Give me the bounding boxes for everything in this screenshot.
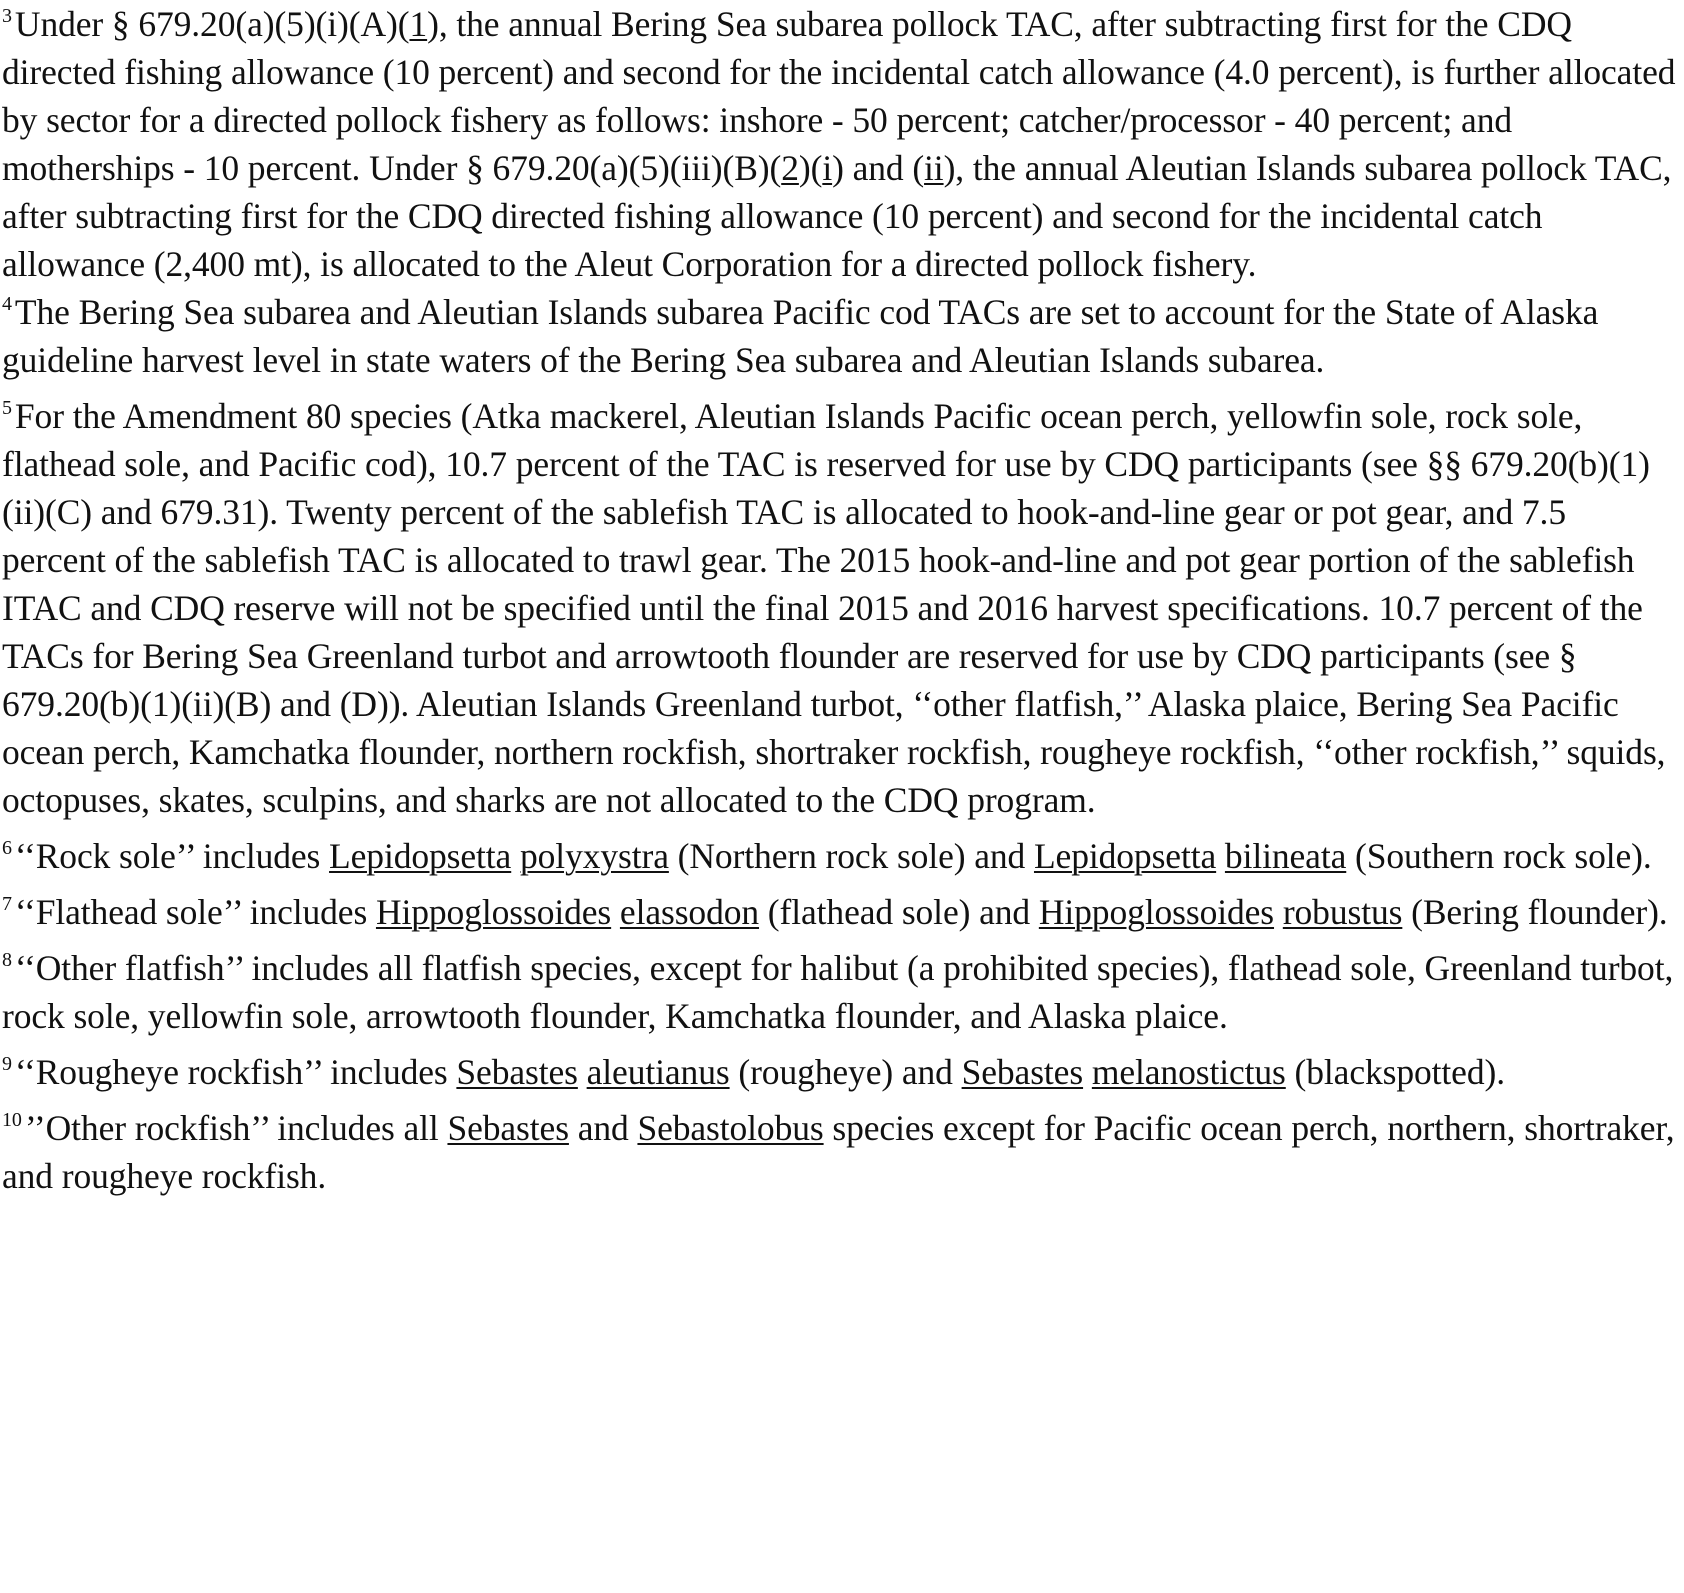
footnote-3: [2, 0, 1678, 288]
footnote-text: (Northern rock sole) and: [668, 836, 1034, 876]
footnote-text: )(: [798, 148, 823, 188]
footnote-text: (Bering flounder).: [1402, 892, 1668, 932]
footnote-text: The Bering Sea subarea and Aleutian Islands subarea Pacific cod TACs are set to account for the State of Alaska guideline harvest level in state waters of the Bering Sea subarea and Aleutian Islands subarea.: [2, 292, 1599, 380]
underlined-text: 2: [781, 148, 799, 188]
species-genus: Hippoglossoides: [1038, 892, 1275, 932]
footnote-text: species except for Pacific ocean perch, northern, shortraker, and rougheye rockfish.: [2, 1108, 1675, 1196]
footnote-text: ‘‘Rock sole’’ includes: [14, 836, 330, 876]
footnote-marker: 10: [2, 1109, 22, 1131]
underlined-text: i: [822, 148, 833, 188]
footnote-text: ), the annual Bering Sea subarea pollock TAC, after subtracting first for the CDQ directed fishing allowance (10 percent) and second for the incidental catch allowance (4.0 percent), is further allocated by sector for a directed pollock fishery as follows: inshore - 50 percent; catcher/processor - 40 percent; and motherships - 10 percent. Under § 679.20(a)(5)(iii)(B)(: [2, 4, 1676, 188]
footnote-text: ‘‘Other flatfish’’ includes all flatfish species, except for halibut (a prohibited species), flathead sole, Greenland turbot, rock sole, yellowfin sole, arrowtooth flounder, Kamchatka flounder, and Alaska plaice.: [2, 948, 1674, 1036]
footnote-5: [2, 392, 1678, 824]
species-epithet: melanostictus: [1091, 1052, 1286, 1092]
footnote-text: (blackspotted).: [1285, 1052, 1505, 1092]
footnote-text: ‘‘Rougheye rockfish’’ includes: [14, 1052, 457, 1092]
species-genus: Lepidopsetta: [1033, 836, 1217, 876]
footnote-text: ‘‘Flathead sole’’ includes: [14, 892, 376, 932]
footnote-6: [2, 832, 1678, 880]
footnote-text: (Southern rock sole).: [1346, 836, 1652, 876]
species-epithet: aleutianus: [586, 1052, 730, 1092]
footnote-marker: 7: [2, 893, 12, 915]
footnote-marker: 5: [2, 397, 12, 419]
footnote-text: (rougheye) and: [729, 1052, 962, 1092]
species-genus: Sebastes: [961, 1052, 1084, 1092]
footnote-9: [2, 1048, 1678, 1096]
footnote-marker: 3: [2, 5, 12, 27]
footnote-text: ’’Other rockfish’’ includes all: [24, 1108, 448, 1148]
species-genus: Sebastes: [456, 1052, 578, 1092]
footnote-marker: 9: [2, 1053, 12, 1075]
underlined-text: ii: [924, 148, 944, 188]
species-genus: Hippoglossoides: [375, 892, 612, 932]
footnote-marker: 8: [2, 949, 12, 971]
footnote-7: [2, 888, 1678, 936]
species-genus: Sebastes: [447, 1108, 569, 1148]
footnote-10: [2, 1104, 1678, 1200]
underlined-text: 1: [409, 4, 428, 44]
footnote-text: Under § 679.20(a)(5)(i)(A)(: [14, 4, 410, 44]
footnote-text: ), the annual Aleutian Islands subarea pollock TAC, after subtracting first for the CDQ directed fishing allowance (10 percent) and second for the incidental catch allowance (2,400 mt), is allocated to the Aleut Corporation for a directed pollock fishery.: [2, 148, 1672, 284]
species-epithet: polyxystra: [520, 836, 669, 876]
footnote-marker: 4: [2, 293, 12, 315]
footnote-text: For the Amendment 80 species (Atka mackerel, Aleutian Islands Pacific ocean perch, yellowfin sole, rock sole, flathead sole, and Pacific cod), 10.7 percent of the TAC is reserved for use by CDQ participants (see §§ 679.20(b)(1)(ii)(C) and 679.31). Twenty percent of the sablefish TAC is allocated to hook-and-line gear or pot gear, and 7.5 percent of the sablefish TAC is allocated to trawl gear. The 2015 hook-and-line and pot gear portion of the sablefish ITAC and CDQ reserve will not be specified until the final 2015 and 2016 harvest specifications. 10.7 percent of the TACs for Bering Sea Greenland turbot and arrowtooth flounder are reserved for use by CDQ participants (see § 679.20(b)(1)(ii)(B) and (D)). Aleutian Islands Greenland turbot, ‘‘other flatfish,’’ Alaska plaice, Bering Sea Pacific ocean perch, Kamchatka flounder, northern rockfish, shortraker rockfish, rougheye rockfish, ‘‘other rockfish,’’ squids, octopuses, skates, sculpins, and sharks are not allocated to the CDQ program.: [2, 396, 1666, 820]
footnote-4: [2, 288, 1678, 384]
species-epithet: elassodon: [619, 892, 760, 932]
species-epithet: bilineata: [1224, 836, 1347, 876]
footnote-8: [2, 944, 1678, 1040]
footnote-text: ) and (: [832, 148, 925, 188]
footnote-text: (flathead sole) and: [759, 892, 1039, 932]
species-genus: Sebastolobus: [637, 1108, 824, 1148]
species-epithet: robustus: [1282, 892, 1403, 932]
footnote-text: and: [568, 1108, 638, 1148]
footnote-marker: 6: [2, 837, 12, 859]
species-genus: Lepidopsetta: [329, 836, 512, 876]
